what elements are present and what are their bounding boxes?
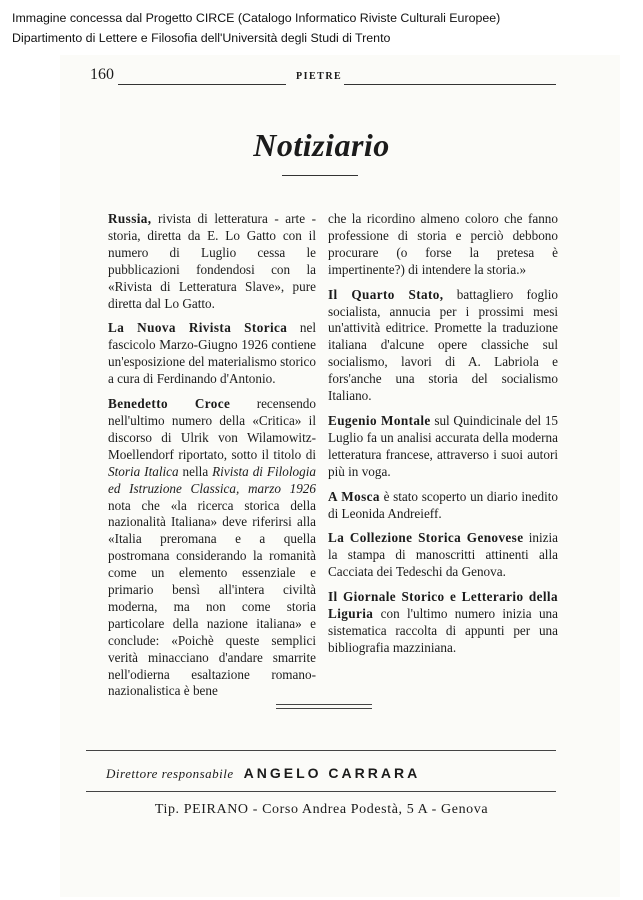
left-column bbox=[108, 211, 316, 708]
printer-imprint: Tip. PEIRANO - Corso Andrea Podestà, 5 A - Genova bbox=[154, 802, 489, 817]
header-rule-right bbox=[344, 84, 556, 85]
news-item-giornale-storico: Il Giornale Storico e Letterario della Liguria con l'ultimo numero inizia una sistematica raccolta di appunti per una bibliografia mazziniana. bbox=[328, 589, 558, 655]
credit-line-1: Immagine concessa dal Progetto CIRCE (Catalogo Informatico Riviste Culturali Europee) bbox=[12, 11, 501, 25]
director-label: Direttore responsabile bbox=[106, 766, 234, 781]
entity-name: La Nuova Rivista Storica bbox=[108, 320, 288, 336]
footer-rule-top bbox=[86, 750, 556, 751]
news-item-russia: Russia, rivista di letteratura - arte - storia, diretta da E. Lo Gatto con il numero di Luglio cessa le pubblicazioni fondendosi con la «Rivista di Letteratura Slave», pure diretta dal Lo Gatto. bbox=[108, 211, 316, 311]
end-rule bbox=[276, 704, 372, 705]
entity-name: Benedetto Croce bbox=[108, 396, 231, 412]
credit-line-2: Dipartimento di Lettere e Filosofia dell'Università degli Studi di Trento bbox=[12, 31, 391, 45]
entity-name: Russia, bbox=[108, 211, 152, 226]
page-number: 160 bbox=[90, 66, 114, 83]
news-item-mosca: A Mosca è stato scoperto un diario inedito di Leonida Andreieff. bbox=[328, 488, 559, 521]
news-item-nuova-rivista-storica: La Nuova Rivista Storica nel fascicolo Marzo-Giugno 1926 contiene un'esposizione del materialismo storico a cura di Ferdinando d'Antonio. bbox=[108, 320, 316, 387]
end-rule-double bbox=[276, 708, 372, 709]
entity-name: Eugenio Montale bbox=[328, 412, 431, 428]
news-item-benedetto-croce: Benedetto Croce recensendo nell'ultimo numero della «Critica» il discorso di Ulrik von Wilamowitz-Moellendorf riportato, sotto il titolo di Storia Italica nella Rivista di Filologia ed Istruzione Classica, marzo 1926 nota che «la ricerca storica della nazionalità Italiana» deve riferirsi alla «Italia preromana e a quella postromana considerando la romanità come un elemento essenziale e primario bensì all'intera civiltà moderna, ma non come storia particolare della nazione italiana» e conclude: «Poichè queste semplici verità minacciano d'andare smarrite nell'odierna esaltazione romano-nazionalistica è bene bbox=[108, 396, 316, 699]
header-rule-left bbox=[118, 84, 286, 85]
news-item-croce-continued: che la ricordino almeno coloro che fanno professione di storia e perciò debbono procurare (o forse la pretesa è impertinente?) di intendere la storia.» bbox=[328, 211, 558, 277]
news-item-collezione-storica: La Collezione Storica Genovese inizia la stampa di manoscritti attinenti alla Cacciata dei Tedeschi da Genova. bbox=[328, 530, 558, 580]
director-line bbox=[106, 765, 546, 785]
running-title: PIETRE bbox=[296, 71, 343, 82]
entity-name: La Collezione Storica Genovese bbox=[328, 530, 524, 546]
title-underline bbox=[282, 175, 358, 176]
director-name: ANGELO CARRARA bbox=[243, 765, 421, 781]
section-title: Notiziario bbox=[253, 127, 390, 163]
footer-rule-bottom bbox=[86, 791, 556, 792]
entity-name: Il Giornale Storico e Letterario della Liguria bbox=[328, 589, 558, 622]
entity-name: A Mosca bbox=[328, 488, 380, 504]
entity-name: Il Quarto Stato, bbox=[328, 286, 444, 302]
news-item-quarto-stato: Il Quarto Stato, battagliero foglio socialista, annucia per i prossimi mesi un'attività editrice. Promette la traduzione italiana d'alcune opere classiche sul socialismo, lavori di A. Labriola e fors'anche una storia del socialismo Italiano. bbox=[328, 286, 558, 404]
right-column bbox=[328, 211, 558, 665]
running-head bbox=[84, 66, 556, 86]
news-item-eugenio-montale: Eugenio Montale sul Quindicinale del 15 Luglio fa un analisi accurata della moderna letteratura francese, attraverso i suoi autori più in voga. bbox=[328, 412, 559, 479]
image-credit bbox=[12, 8, 500, 48]
